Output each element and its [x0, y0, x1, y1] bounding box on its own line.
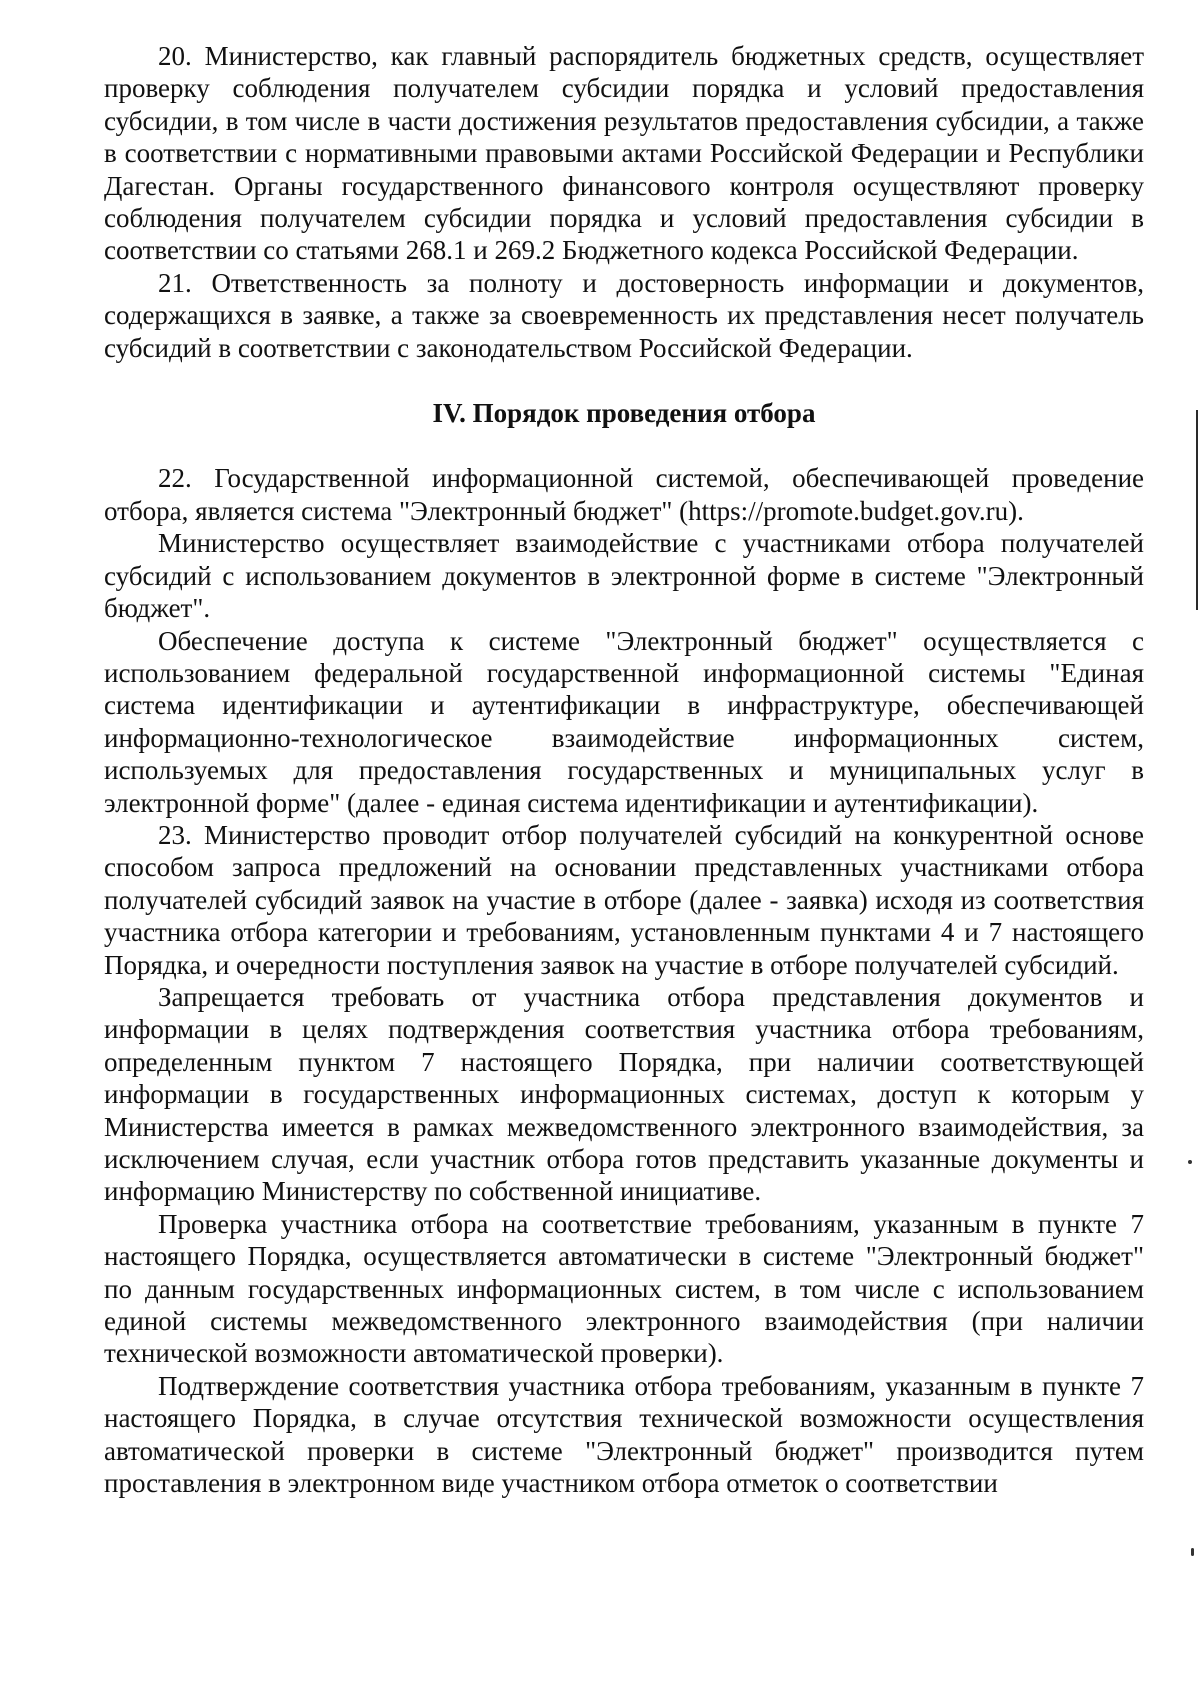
scan-edge-mark	[1196, 410, 1198, 610]
paragraph-20: 20. Министерство, как главный распорядитель бюджетных средств, осуществляет проверку соблюдения получателем субсидии порядка и условий предоставления субсидии, в том числе в части достижения результатов предоставления субсидии, а также в соответствии с нормативными правовыми актами Российской Федерации и Республики Дагестан. Органы государственного финансового контроля осуществляют проверку соблюдения получателем субсидии порядка и условий предоставления субсидии в соответствии со статьями 268.1 и 269.2 Бюджетного кодекса Российской Федерации.	[104, 41, 1144, 266]
scan-speck	[1188, 1160, 1192, 1164]
paragraph-23-confirmation: Подтверждение соответствия участника отбора требованиям, указанным в пункте 7 настоящего Порядка, в случае отсутствия технической возможности осуществления автоматической проверки в системе "Электронный бюджет" производится путем проставления в электронном виде участником отбора отметок о соответствии	[104, 1370, 1144, 1499]
document-body	[104, 40, 1144, 1499]
paragraph-23-verification: Проверка участника отбора на соответствие требованиям, указанным в пункте 7 настоящего Порядка, осуществляется автоматически в системе "Электронный бюджет" по данным государственных информационных систем, в том числе с использованием единой системы межведомственного электронного взаимодействия (при наличии технической возможности автоматической проверки).	[104, 1208, 1144, 1369]
paragraph-23: 23. Министерство проводит отбор получателей субсидий на конкурентной основе способом запроса предложений на основании представленных участниками отбора получателей субсидий заявок на участие в отборе (далее - заявка) исходя из соответствия участника отбора категории и требованиям, установленным пунктами 4 и 7 настоящего Порядка, и очередности поступления заявок на участие в отборе получателей субсидий.	[104, 819, 1144, 980]
paragraph-22-interaction: Министерство осуществляет взаимодействие с участниками отбора получателей субсидий с использованием документов в электронной форме в системе "Электронный бюджет".	[104, 528, 1144, 624]
paragraph-22: 22. Государственной информационной системой, обеспечивающей проведение отбора, является система "Электронный бюджет" (https://promote.budget.gov.ru).	[104, 463, 1144, 526]
paragraph-23-prohibition: Запрещается требовать от участника отбора представления документов и информации в целях подтверждения соответствия участника отбора требованиям, определенным пунктом 7 настоящего Порядка, при наличии соответствующей информации в государственных информационных системах, доступ к которым у Министерства имеется в рамках межведомственного электронного взаимодействия, за исключением случая, если участник отбора готов представить указанные документы и информацию Министерству по собственной инициативе.	[104, 981, 1144, 1207]
paragraph-22-access: Обеспечение доступа к системе "Электронный бюджет" осуществляется с использованием федеральной государственной информационной системы "Единая система идентификации и аутентификации в инфраструктуре, обеспечивающей информационно-технологическое взаимодействие информационных систем, используемых для предоставления государственных и муниципальных услуг в электронной форме" (далее - единая система идентификации и аутентификации).	[104, 625, 1144, 818]
paragraph-21: 21. Ответственность за полноту и достоверность информации и документов, содержащихся в заявке, а также за своевременность их представления несет получатель субсидий в соответствии с законодательством Российской Федерации.	[104, 267, 1144, 363]
scan-speck	[1191, 1548, 1194, 1556]
section-heading: IV. Порядок проведения отбора	[432, 398, 816, 429]
